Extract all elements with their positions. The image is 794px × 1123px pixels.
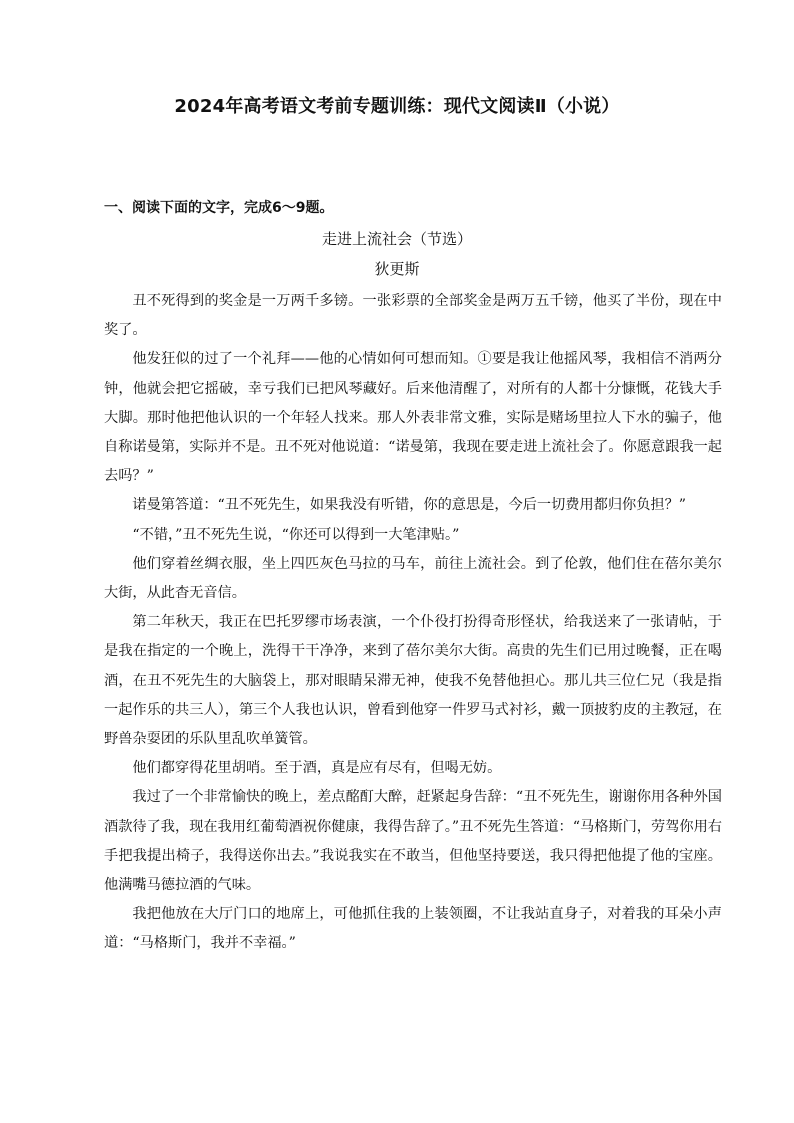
paragraph-8: 我过了一个非常愉快的晚上，差点酩酊大醉，赶紧起身告辞：“丑不死先生，谢谢你用各种外国酒款待了我，现在我用红葡萄酒祝你健康，我得告辞了。”丑不死先生答道：“马格斯门，劳驾你用右手把我提出椅子，我得送你出去。”我说我实在不敢当，但他坚持要送，我只得把他提了他的宝座。他满嘴马德拉酒的气味。 bbox=[104, 789, 722, 894]
paragraph-9: 我把他放在大厅门口的地席上，可他抓住我的上装领圈，不让我站直身子，对着我的耳朵小声道：“马格斯门，我并不幸福。” bbox=[104, 906, 722, 952]
paragraph-4: “不错，”丑不死先生说，“你还可以得到一大笔津贴。” bbox=[132, 526, 460, 543]
paragraph-3: 诺曼第答道：“丑不死先生，如果我没有听错，你的意思是，今后一切费用都归你负担？” bbox=[132, 497, 687, 514]
story-author: 狄更斯 bbox=[374, 260, 420, 278]
paragraph-6: 第二年秋天，我正在巴托罗缪市场表演，一个仆役打扮得奇形怪状，给我送来了一张请帖，于是我在指定的一个晚上，洗得干干净净，来到了蓓尔美尔大街。高贵的先生们已用过晚餐，正在喝酒，在丑不死先生的大脑袋上，那对眼睛呆滞无神，使我不免替他担心。那儿共三位仁兄（我是指一起作乐的共三人），第三个人我也认识，曾看到他穿一件罗马式衬衫，戴一顶披豹皮的主教冠，在野兽杂耍团的乐队里乱吹单簧管。 bbox=[104, 614, 722, 748]
paragraph-7: 他们都穿得花里胡哨。至于酒，真是应有尽有，但喝无妨。 bbox=[132, 760, 502, 777]
story-body bbox=[104, 287, 722, 959]
paragraph-1: 丑不死得到的奖金是一万两千多镑。一张彩票的全部奖金是两万五千镑，他买了半份，现在中奖了。 bbox=[104, 293, 722, 339]
section-heading: 一、阅读下面的文字，完成6～9题。 bbox=[104, 200, 334, 216]
paragraph-5: 他们穿着丝绸衣服，坐上四匹灰色马拉的马车，前往上流社会。到了伦敦，他们住在蓓尔美尔大街，从此杳无音信。 bbox=[104, 555, 722, 602]
page-title: 2024年高考语文考前专题训练：现代文阅读Ⅱ（小说） bbox=[174, 96, 620, 117]
story-title: 走进上流社会（节选） bbox=[321, 230, 472, 248]
paragraph-2: 他发狂似的过了一个礼拜——他的心情如何可想而知。①要是我让他摇风琴，我相信不消两分钟，他就会把它摇破，幸亏我们已把风琴藏好。后来他清醒了，对所有的人都十分慷慨，花钱大手大脚。那时他把他认识的一个年轻人找来。那人外表非常文雅，实际是赌场里拉人下水的骗子，他自称诺曼第，实际并不是。丑不死对他说道：“诺曼第，我现在要走进上流社会了。你愿意跟我一起去吗？” bbox=[104, 351, 722, 485]
